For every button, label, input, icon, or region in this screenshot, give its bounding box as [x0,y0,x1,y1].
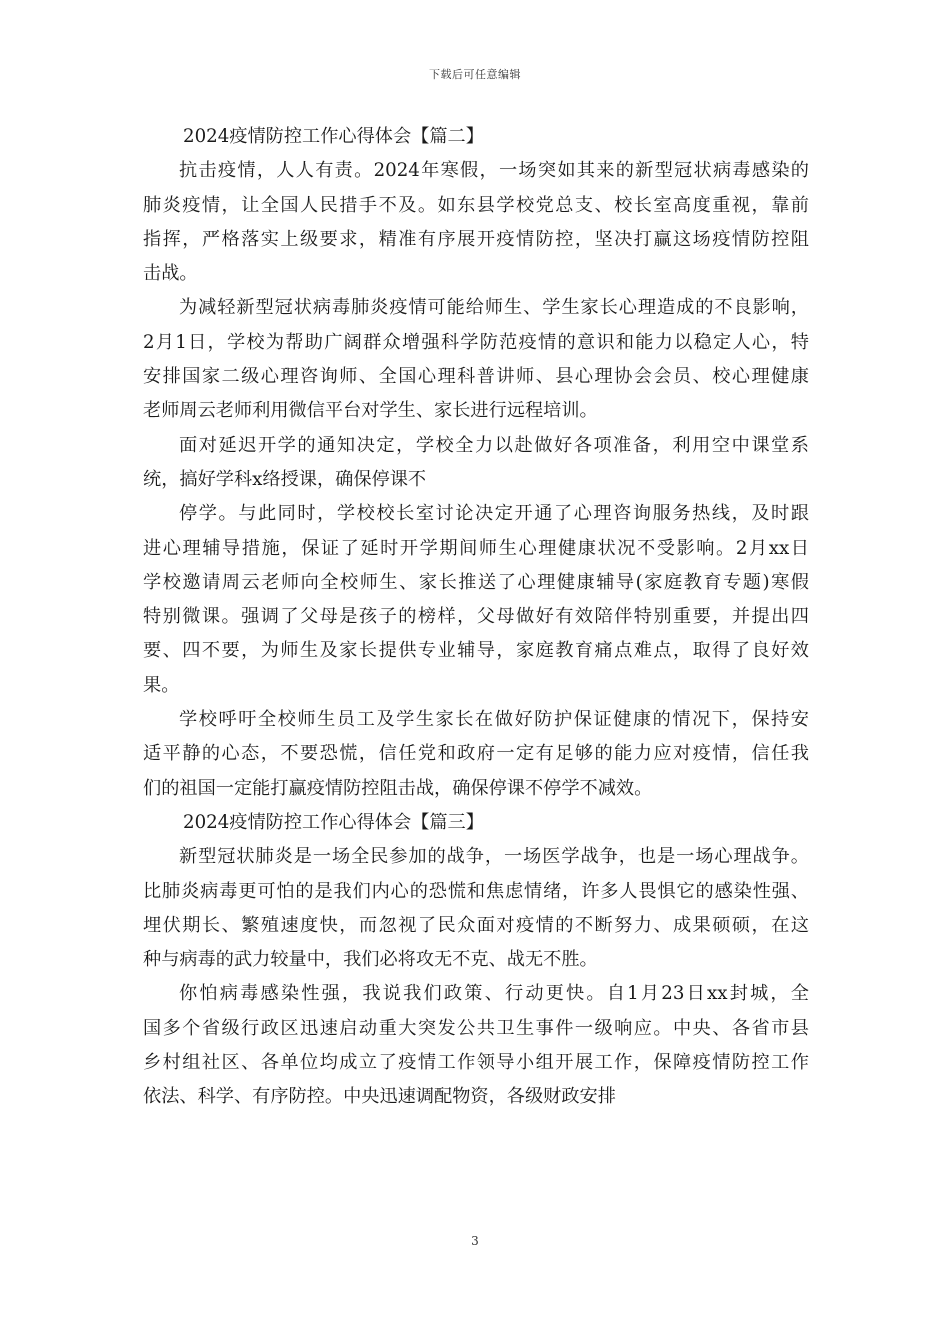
text-line: 指挥，严格落实上级要求，精准有序展开疫情防控，坚决打赢这场疫情防控阻 [143,228,809,250]
text-line: 乡村组社区、各单位均成立了疫情工作领导小组开展工作，保障疫情防控工作 [143,1052,809,1074]
page-number: 3 [471,1234,479,1248]
text-line: 果。 [143,674,180,696]
text-line: 面对延迟开学的通知决定，学校全力以赴做好各项准备，利用空中课堂系 [179,434,809,456]
text-line: 肺炎疫情，让全国人民措手不及。如东县学校党总支、校长室高度重视，靠前 [143,194,809,216]
text-line: 要、四不要，为师生及家长提供专业辅导，家庭教育痛点难点，取得了良好效 [143,640,809,662]
text-line: 埋伏期长、繁殖速度快，而忽视了民众面对疫情的不断努力、成果硕硕，在这 [143,914,809,936]
text-line: 比肺炎病毒更可怕的是我们内心的恐慌和焦虑情绪，许多人畏惧它的感染性强、 [143,880,809,902]
text-line: 种与病毒的武力较量中，我们必将攻无不克、战无不胜。 [143,949,598,971]
text-line: 进心理辅导措施，保证了延时开学期间师生心理健康状况不受影响。2月xx日 [143,537,809,559]
text-line: 2月1日，学校为帮助广阔群众增强科学防范疫情的意识和能力以稳定人心，特 [143,331,809,353]
text-line: 为减轻新型冠状病毒肺炎疫情可能给师生、学生家长心理造成的不良影响， [179,297,809,319]
text-line: 停学。与此同时，学校校长室讨论决定开通了心理咨询服务热线，及时跟 [179,503,809,525]
text-line: 老师周云老师利用微信平台对学生、家长进行远程培训。 [143,400,598,422]
text-line: 安排国家二级心理咨询师、全国心理科普讲师、县心理协会会员、校心理健康 [143,366,809,388]
text-line: 你怕病毒感染性强，我说我们政策、行动更快。自1月23日xx封城，全 [179,983,809,1005]
text-line: 2024疫情防控工作心得体会【篇二】 [183,126,484,147]
document-body [143,120,809,1115]
text-line: 们的祖国一定能打赢疫情防控阻击战，确保停课不停学不减效。 [143,777,653,799]
text-line: 适平静的心态，不要恐慌，信任党和政府一定有足够的能力应对疫情，信任我 [143,743,809,765]
text-line: 依法、科学、有序防控。中央迅速调配物资，各级财政安排 [143,1086,616,1108]
text-line: 学校呼吁全校师生员工及学生家长在做好防护保证健康的情况下，保持安 [179,709,809,731]
text-line: 学校邀请周云老师向全校师生、家长推送了心理健康辅导(家庭教育专题)寒假 [143,571,809,593]
text-line: 国多个省级行政区迅速启动重大突发公共卫生事件一级响应。中央、各省市县 [143,1017,809,1039]
text-line: 抗击疫情，人人有责。2024年寒假，一场突如其来的新型冠状病毒感染的 [179,160,809,182]
text-line: 击战。 [143,263,198,285]
text-line: 统，搞好学科x络授课，确保停课不 [143,468,427,490]
page-header: 下载后可任意编辑 [429,68,521,81]
text-line: 特别微课。强调了父母是孩子的榜样，父母做好有效陪伴特别重要，并提出四 [143,606,809,628]
text-line: 2024疫情防控工作心得体会【篇三】 [183,811,484,833]
text-line: 新型冠状肺炎是一场全民参加的战争，一场医学战争，也是一场心理战争。 [179,846,809,868]
